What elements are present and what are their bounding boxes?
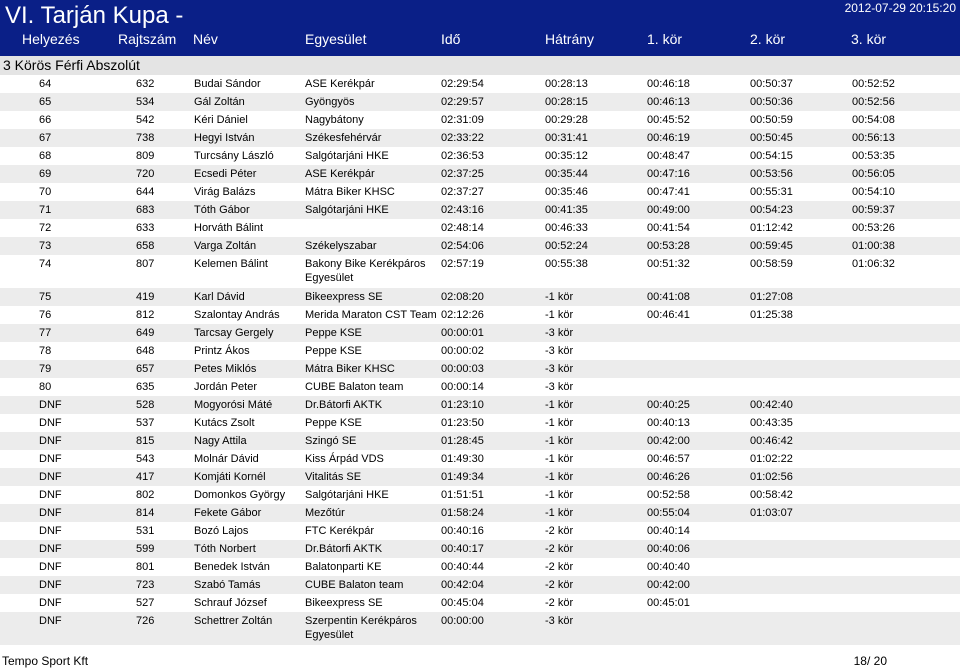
- cell-lap1: 00:40:14: [647, 525, 690, 537]
- cell-place: 72: [39, 222, 52, 234]
- cell-time: 02:48:14: [441, 222, 484, 234]
- page-number: 18/ 20: [853, 654, 887, 668]
- cell-lap1: 00:40:40: [647, 561, 690, 573]
- cell-place: 70: [39, 186, 52, 198]
- cell-lap1: 00:51:32: [647, 258, 690, 270]
- cell-bib: 599: [136, 543, 155, 555]
- cell-time: 02:36:53: [441, 150, 484, 162]
- cell-behind: 00:52:24: [545, 240, 588, 252]
- cell-lap2: 01:02:56: [750, 471, 793, 483]
- cell-club: Nagybátony: [305, 114, 364, 126]
- cell-lap2: 01:27:08: [750, 291, 793, 303]
- cell-behind: -3 kör: [545, 381, 574, 393]
- cell-name: Kutács Zsolt: [194, 417, 255, 429]
- cell-place: 80: [39, 381, 52, 393]
- cell-place: 78: [39, 345, 52, 357]
- cell-place: DNF: [39, 543, 62, 555]
- cell-club: Szerpentin Kerékpáros Egyesület: [305, 615, 417, 641]
- cell-club: FTC Kerékpár: [305, 525, 375, 537]
- table-row: [0, 468, 960, 486]
- cell-club: Dr.Bátorfi AKTK: [305, 543, 383, 555]
- cell-lap2: 00:43:35: [750, 417, 793, 429]
- column-header-bib: Rajtszám: [118, 31, 177, 47]
- cell-behind: -3 kör: [545, 327, 574, 339]
- cell-lap1: 00:49:00: [647, 204, 690, 216]
- cell-place: 79: [39, 363, 52, 375]
- cell-time: 02:33:22: [441, 132, 484, 144]
- cell-lap2: 00:42:40: [750, 399, 793, 411]
- table-row: [0, 147, 960, 165]
- cell-place: DNF: [39, 525, 62, 537]
- footer-company: Tempo Sport Kft: [2, 654, 89, 668]
- cell-lap1: 00:41:08: [647, 291, 690, 303]
- cell-time: 01:23:10: [441, 399, 484, 411]
- cell-bib: 683: [136, 204, 155, 216]
- cell-name: Tóth Gábor: [194, 204, 250, 216]
- cell-behind: -1 kör: [545, 507, 574, 519]
- column-header-lap3: 3. kör: [851, 31, 887, 47]
- cell-bib: 814: [136, 507, 155, 519]
- page-header: [0, 0, 960, 56]
- cell-lap1: 00:46:13: [647, 96, 690, 108]
- cell-time: 00:00:03: [441, 363, 484, 375]
- cell-lap3: 01:00:38: [852, 240, 895, 252]
- table-row: [0, 522, 960, 540]
- cell-lap2: 00:58:42: [750, 489, 793, 501]
- cell-place: DNF: [39, 597, 62, 609]
- cell-place: DNF: [39, 471, 62, 483]
- table-row: [0, 612, 960, 645]
- cell-place: DNF: [39, 435, 62, 447]
- cell-bib: 534: [136, 96, 155, 108]
- category-heading: 3 Körös Férfi Abszolút: [0, 56, 960, 75]
- cell-time: 01:49:34: [441, 471, 484, 483]
- cell-time: 00:42:04: [441, 579, 484, 591]
- cell-bib: 720: [136, 168, 155, 180]
- cell-place: 69: [39, 168, 52, 180]
- cell-lap2: 00:54:15: [750, 150, 793, 162]
- cell-name: Virág Balázs: [194, 186, 256, 198]
- cell-name: Kéri Dániel: [194, 114, 248, 126]
- cell-place: 64: [39, 78, 52, 90]
- cell-club: Bakony Bike Kerékpáros Egyesület: [305, 258, 426, 284]
- cell-lap3: 00:53:26: [852, 222, 895, 234]
- cell-bib: 802: [136, 489, 155, 501]
- cell-time: 01:49:30: [441, 453, 484, 465]
- cell-place: DNF: [39, 507, 62, 519]
- cell-lap1: 00:52:58: [647, 489, 690, 501]
- cell-bib: 649: [136, 327, 155, 339]
- cell-behind: -1 kör: [545, 417, 574, 429]
- cell-lap3: 00:54:08: [852, 114, 895, 126]
- cell-lap3: 00:52:56: [852, 96, 895, 108]
- table-row: [0, 378, 960, 396]
- page-title: VI. Tarján Kupa -: [5, 2, 184, 29]
- cell-lap2: 00:58:59: [750, 258, 793, 270]
- cell-name: Horváth Bálint: [194, 222, 264, 234]
- cell-place: 74: [39, 258, 52, 270]
- table-row: [0, 576, 960, 594]
- cell-bib: 801: [136, 561, 155, 573]
- cell-lap2: 01:02:22: [750, 453, 793, 465]
- cell-club: Kiss Árpád VDS: [305, 453, 384, 465]
- cell-time: 00:00:14: [441, 381, 484, 393]
- cell-time: 01:23:50: [441, 417, 484, 429]
- cell-time: 00:00:01: [441, 327, 484, 339]
- cell-lap1: 00:40:13: [647, 417, 690, 429]
- cell-time: 02:37:25: [441, 168, 484, 180]
- cell-name: Karl Dávid: [194, 291, 245, 303]
- cell-behind: -3 kör: [545, 615, 574, 627]
- cell-name: Komjáti Kornél: [194, 471, 266, 483]
- cell-behind: 00:35:44: [545, 168, 588, 180]
- cell-time: 00:40:16: [441, 525, 484, 537]
- cell-time: 01:28:45: [441, 435, 484, 447]
- cell-behind: -3 kör: [545, 363, 574, 375]
- cell-name: Bozó Lajos: [194, 525, 249, 537]
- timestamp: 2012-07-29 20:15:20: [844, 1, 956, 15]
- cell-lap1: 00:47:41: [647, 186, 690, 198]
- table-row: [0, 558, 960, 576]
- cell-name: Domonkos György: [194, 489, 286, 501]
- cell-lap1: 00:42:00: [647, 435, 690, 447]
- cell-name: Gál Zoltán: [194, 96, 245, 108]
- cell-bib: 657: [136, 363, 155, 375]
- cell-time: 00:00:02: [441, 345, 484, 357]
- cell-club: Mátra Biker KHSC: [305, 186, 395, 198]
- cell-club: Merida Maraton CST Team: [305, 309, 437, 321]
- cell-behind: 00:55:38: [545, 258, 588, 270]
- table-row: [0, 396, 960, 414]
- cell-behind: 00:28:13: [545, 78, 588, 90]
- cell-lap3: 00:56:13: [852, 132, 895, 144]
- cell-time: 02:29:54: [441, 78, 484, 90]
- cell-lap1: 00:40:25: [647, 399, 690, 411]
- cell-club: Vitalitás SE: [305, 471, 362, 483]
- table-row: [0, 432, 960, 450]
- cell-behind: 00:29:28: [545, 114, 588, 126]
- cell-club: CUBE Balaton team: [305, 579, 404, 591]
- cell-behind: -2 kör: [545, 561, 574, 573]
- cell-club: Szingó SE: [305, 435, 357, 447]
- cell-lap1: 00:53:28: [647, 240, 690, 252]
- cell-time: 00:40:17: [441, 543, 484, 555]
- cell-place: 67: [39, 132, 52, 144]
- cell-bib: 419: [136, 291, 155, 303]
- cell-name: Szalontay András: [194, 309, 280, 321]
- cell-bib: 648: [136, 345, 155, 357]
- cell-lap3: 00:54:10: [852, 186, 895, 198]
- cell-bib: 543: [136, 453, 155, 465]
- cell-place: 77: [39, 327, 52, 339]
- cell-behind: -1 kör: [545, 471, 574, 483]
- cell-club: Salgótarjáni HKE: [305, 150, 389, 162]
- cell-place: 76: [39, 309, 52, 321]
- column-header-place: Helyezés: [22, 31, 80, 47]
- cell-behind: -3 kör: [545, 345, 574, 357]
- cell-lap1: 00:47:16: [647, 168, 690, 180]
- column-header-lap2: 2. kör: [750, 31, 786, 47]
- cell-place: 68: [39, 150, 52, 162]
- cell-lap1: 00:46:18: [647, 78, 690, 90]
- cell-place: DNF: [39, 615, 62, 627]
- cell-name: Turcsány László: [194, 150, 274, 162]
- cell-place: DNF: [39, 453, 62, 465]
- cell-lap1: 00:46:19: [647, 132, 690, 144]
- cell-place: 66: [39, 114, 52, 126]
- cell-lap3: 00:52:52: [852, 78, 895, 90]
- table-row: [0, 237, 960, 255]
- cell-place: 65: [39, 96, 52, 108]
- cell-bib: 528: [136, 399, 155, 411]
- cell-club: Dr.Bátorfi AKTK: [305, 399, 383, 411]
- cell-time: 01:51:51: [441, 489, 484, 501]
- cell-time: 01:58:24: [441, 507, 484, 519]
- cell-bib: 527: [136, 597, 155, 609]
- cell-lap3: 01:06:32: [852, 258, 895, 270]
- cell-name: Mogyorósi Máté: [194, 399, 273, 411]
- cell-place: DNF: [39, 489, 62, 501]
- cell-name: Szabó Tamás: [194, 579, 261, 591]
- table-row: [0, 165, 960, 183]
- table-row: [0, 540, 960, 558]
- cell-behind: 00:31:41: [545, 132, 588, 144]
- cell-lap2: 00:53:56: [750, 168, 793, 180]
- cell-place: 75: [39, 291, 52, 303]
- table-row: [0, 414, 960, 432]
- cell-bib: 632: [136, 78, 155, 90]
- column-header-time: Idő: [441, 31, 461, 47]
- cell-lap2: 00:54:23: [750, 204, 793, 216]
- cell-lap1: 00:45:01: [647, 597, 690, 609]
- cell-name: Varga Zoltán: [194, 240, 257, 252]
- cell-behind: 00:46:33: [545, 222, 588, 234]
- cell-lap1: 00:55:04: [647, 507, 690, 519]
- cell-lap1: 00:42:00: [647, 579, 690, 591]
- cell-bib: 633: [136, 222, 155, 234]
- cell-lap2: 01:25:38: [750, 309, 793, 321]
- cell-time: 02:43:16: [441, 204, 484, 216]
- cell-behind: -1 kör: [545, 309, 574, 321]
- cell-behind: -1 kör: [545, 453, 574, 465]
- cell-club: Mátra Biker KHSC: [305, 363, 395, 375]
- cell-name: Hegyi István: [194, 132, 255, 144]
- cell-lap2: 00:50:36: [750, 96, 793, 108]
- cell-name: Ecsedi Péter: [194, 168, 257, 180]
- cell-bib: 738: [136, 132, 155, 144]
- cell-name: Jordán Peter: [194, 381, 257, 393]
- cell-time: 02:08:20: [441, 291, 484, 303]
- cell-behind: -1 kör: [545, 489, 574, 501]
- cell-name: Tarcsay Gergely: [194, 327, 274, 339]
- cell-lap1: 00:46:41: [647, 309, 690, 321]
- cell-club: Székesfehérvár: [305, 132, 382, 144]
- cell-lap2: 01:12:42: [750, 222, 793, 234]
- cell-behind: -1 kör: [545, 399, 574, 411]
- cell-behind: -1 kör: [545, 291, 574, 303]
- cell-place: 73: [39, 240, 52, 252]
- cell-place: DNF: [39, 417, 62, 429]
- cell-bib: 658: [136, 240, 155, 252]
- cell-bib: 812: [136, 309, 155, 321]
- cell-lap1: 00:48:47: [647, 150, 690, 162]
- table-row: [0, 288, 960, 306]
- cell-behind: 00:35:12: [545, 150, 588, 162]
- cell-bib: 537: [136, 417, 155, 429]
- cell-bib: 417: [136, 471, 155, 483]
- cell-lap1: 00:40:06: [647, 543, 690, 555]
- table-row: [0, 504, 960, 522]
- table-row: [0, 183, 960, 201]
- cell-club: Salgótarjáni HKE: [305, 204, 389, 216]
- cell-lap2: 00:46:42: [750, 435, 793, 447]
- cell-name: Printz Ákos: [194, 345, 250, 357]
- cell-place: DNF: [39, 561, 62, 573]
- cell-time: 00:40:44: [441, 561, 484, 573]
- cell-bib: 809: [136, 150, 155, 162]
- cell-lap3: 00:59:37: [852, 204, 895, 216]
- column-header-behind: Hátrány: [545, 31, 595, 47]
- table-row: [0, 111, 960, 129]
- cell-name: Kelemen Bálint: [194, 258, 268, 270]
- cell-place: 71: [39, 204, 52, 216]
- cell-lap2: 01:03:07: [750, 507, 793, 519]
- cell-club: CUBE Balaton team: [305, 381, 404, 393]
- cell-time: 02:12:26: [441, 309, 484, 321]
- cell-name: Fekete Gábor: [194, 507, 262, 519]
- cell-behind: -2 kör: [545, 525, 574, 537]
- cell-name: Petes Miklós: [194, 363, 257, 375]
- cell-behind: 00:41:35: [545, 204, 588, 216]
- cell-club: Bikeexpress SE: [305, 291, 383, 303]
- cell-lap1: 00:46:57: [647, 453, 690, 465]
- cell-club: Peppe KSE: [305, 327, 362, 339]
- table-row: [0, 324, 960, 342]
- cell-club: Balatonparti KE: [305, 561, 382, 573]
- cell-club: Mezőtúr: [305, 507, 345, 519]
- cell-lap2: 00:50:45: [750, 132, 793, 144]
- cell-bib: 723: [136, 579, 155, 591]
- cell-name: Benedek István: [194, 561, 270, 573]
- table-row: [0, 75, 960, 93]
- cell-time: 02:37:27: [441, 186, 484, 198]
- cell-name: Schrauf József: [194, 597, 267, 609]
- column-header-name: Név: [193, 31, 218, 47]
- cell-lap2: 00:55:31: [750, 186, 793, 198]
- cell-time: 02:31:09: [441, 114, 484, 126]
- table-row: [0, 450, 960, 468]
- cell-club: Peppe KSE: [305, 417, 362, 429]
- cell-bib: 542: [136, 114, 155, 126]
- column-header-lap1: 1. kör: [647, 31, 683, 47]
- cell-name: Nagy Attila: [194, 435, 247, 447]
- cell-place: DNF: [39, 399, 62, 411]
- cell-name: Budai Sándor: [194, 78, 261, 90]
- cell-club: Peppe KSE: [305, 345, 362, 357]
- cell-behind: -2 kör: [545, 543, 574, 555]
- table-row: [0, 306, 960, 324]
- cell-lap3: 00:56:05: [852, 168, 895, 180]
- cell-behind: -1 kör: [545, 435, 574, 447]
- cell-name: Schettrer Zoltán: [194, 615, 273, 627]
- cell-bib: 635: [136, 381, 155, 393]
- table-row: [0, 594, 960, 612]
- cell-time: 00:45:04: [441, 597, 484, 609]
- cell-club: Salgótarjáni HKE: [305, 489, 389, 501]
- cell-time: 02:29:57: [441, 96, 484, 108]
- cell-lap1: 00:41:54: [647, 222, 690, 234]
- cell-bib: 815: [136, 435, 155, 447]
- cell-lap3: 00:53:35: [852, 150, 895, 162]
- table-row: [0, 129, 960, 147]
- cell-bib: 807: [136, 258, 155, 270]
- table-row: [0, 93, 960, 111]
- cell-lap2: 00:50:59: [750, 114, 793, 126]
- table-row: [0, 255, 960, 288]
- cell-bib: 644: [136, 186, 155, 198]
- cell-name: Tóth Norbert: [194, 543, 256, 555]
- cell-time: 02:54:06: [441, 240, 484, 252]
- cell-time: 00:00:00: [441, 615, 484, 627]
- table-row: [0, 219, 960, 237]
- cell-club: ASE Kerékpár: [305, 168, 375, 180]
- table-row: [0, 360, 960, 378]
- cell-lap2: 00:50:37: [750, 78, 793, 90]
- cell-club: ASE Kerékpár: [305, 78, 375, 90]
- cell-lap1: 00:45:52: [647, 114, 690, 126]
- cell-bib: 726: [136, 615, 155, 627]
- table-row: [0, 201, 960, 219]
- cell-club: Bikeexpress SE: [305, 597, 383, 609]
- cell-club: Székelyszabar: [305, 240, 377, 252]
- cell-behind: 00:28:15: [545, 96, 588, 108]
- cell-lap2: 00:59:45: [750, 240, 793, 252]
- cell-behind: 00:35:46: [545, 186, 588, 198]
- column-header-club: Egyesület: [305, 31, 367, 47]
- cell-behind: -2 kör: [545, 597, 574, 609]
- cell-lap1: 00:46:26: [647, 471, 690, 483]
- cell-club: Gyöngyös: [305, 96, 355, 108]
- cell-behind: -2 kör: [545, 579, 574, 591]
- cell-time: 02:57:19: [441, 258, 484, 270]
- cell-name: Molnár Dávid: [194, 453, 259, 465]
- table-row: [0, 486, 960, 504]
- cell-bib: 531: [136, 525, 155, 537]
- cell-place: DNF: [39, 579, 62, 591]
- table-row: [0, 342, 960, 360]
